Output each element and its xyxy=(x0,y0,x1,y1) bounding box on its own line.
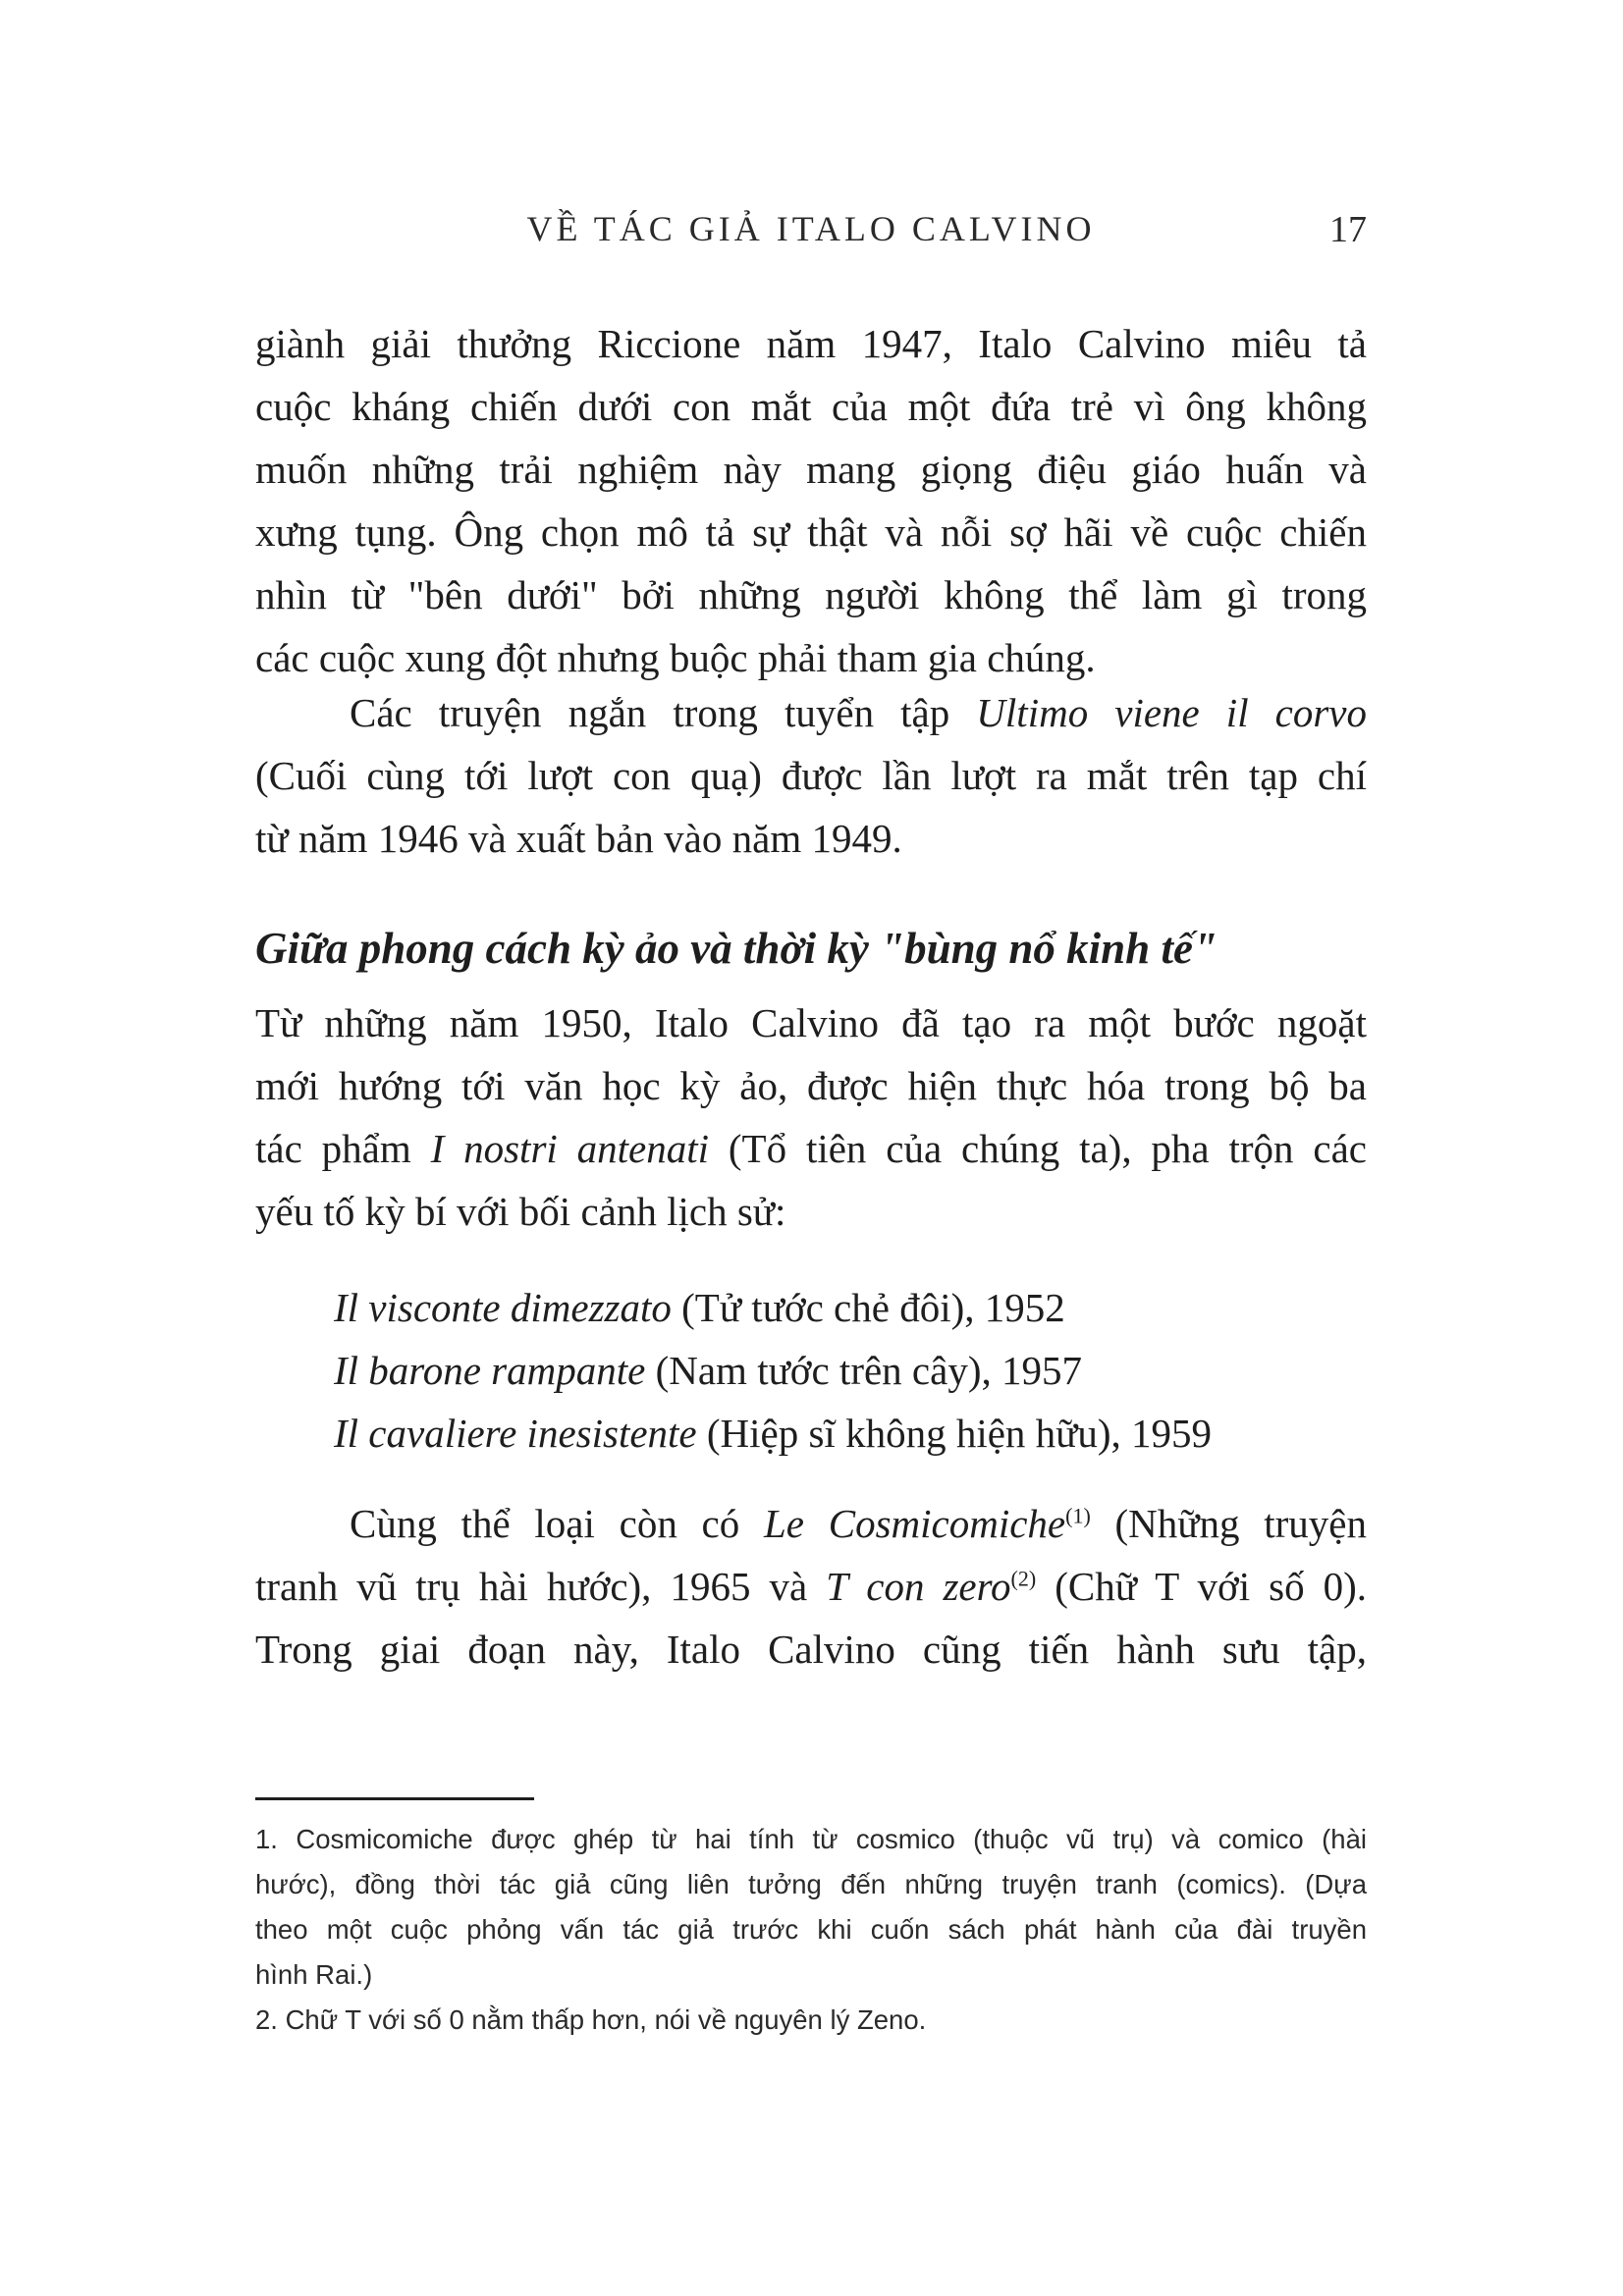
work-title: Il visconte dimezzato xyxy=(334,1285,672,1330)
paragraph-1 xyxy=(255,312,1367,689)
work-item xyxy=(334,1402,1212,1465)
work-title: Il cavaliere inesistente xyxy=(334,1411,697,1456)
footnote-line: 1. Cosmicomiche được ghép từ hai tính từ cosmico (thuộc vũ trụ) và comico (hài xyxy=(255,1824,1367,1854)
footnote-ref[interactable]: (1) xyxy=(1065,1503,1091,1528)
text-line xyxy=(255,681,1367,744)
work-item xyxy=(334,1339,1212,1402)
text-line: yếu tố kỳ bí với bối cảnh lịch sử: xyxy=(255,1189,786,1234)
text-line: Từ những năm 1950, Italo Calvino đã tạo ra một bước ngoặt xyxy=(255,1000,1367,1045)
paragraph-4 xyxy=(255,1492,1367,1681)
text-line: nhìn từ "bên dưới" bởi những người không thể làm gì trong xyxy=(255,572,1367,617)
footnote-line: hước), đồng thời tác giả cũng liên tưởng đến những truyện tranh (comics). (Dựa xyxy=(255,1869,1367,1899)
text-line: (Cuối cùng tới lượt con quạ) được lần lượt ra mắt trên tạp chí xyxy=(255,753,1367,798)
footnotes xyxy=(255,1817,1367,2043)
footnote-line: hình Rai.) xyxy=(255,1959,373,1990)
text-line: từ năm 1946 và xuất bản vào năm 1949. xyxy=(255,816,902,861)
works-list xyxy=(334,1276,1212,1465)
text-line: cuộc kháng chiến dưới con mắt của một đứa trẻ vì ông không xyxy=(255,384,1367,429)
text-line xyxy=(255,1117,1367,1180)
text-line: giành giải thưởng Riccione năm 1947, Italo Calvino miêu tả xyxy=(255,321,1367,366)
book-title: Le Cosmicomiche xyxy=(764,1501,1066,1546)
page-number: 17 xyxy=(1329,209,1367,250)
text-line xyxy=(255,1492,1367,1555)
work-title: Il barone rampante xyxy=(334,1348,646,1393)
text-line: mới hướng tới văn học kỳ ảo, được hiện thực hóa trong bộ ba xyxy=(255,1063,1367,1108)
text-line: muốn những trải nghiệm này mang giọng điệu giáo huấn và xyxy=(255,447,1367,492)
text-line: Trong giai đoạn này, Italo Calvino cũng tiến hành sưu tập, xyxy=(255,1627,1367,1672)
text-line: xưng tụng. Ông chọn mô tả sự thật và nỗi sợ hãi về cuộc chiến xyxy=(255,509,1367,555)
text-run: (Những truyện xyxy=(1090,1501,1367,1546)
text-run: Cùng thể loại còn có xyxy=(350,1501,764,1546)
work-details: (Hiệp sĩ không hiện hữu), 1959 xyxy=(696,1411,1213,1456)
paragraph-3 xyxy=(255,991,1367,1243)
running-header xyxy=(255,208,1367,267)
text-run: (Tổ tiên của chúng ta), pha trộn các xyxy=(709,1126,1367,1171)
text-run: (Chữ T với số 0). xyxy=(1036,1564,1367,1609)
work-details: (Nam tước trên cây), 1957 xyxy=(645,1348,1082,1393)
paragraph-2 xyxy=(255,681,1367,870)
footnote-line: theo một cuộc phỏng vấn tác giả trước khi cuốn sách phát hành của đài truyền xyxy=(255,1914,1367,1945)
footnote-divider xyxy=(255,1797,534,1800)
work-details: (Tử tước chẻ đôi), 1952 xyxy=(671,1285,1065,1330)
text-line: các cuộc xung đột nhưng buộc phải tham gia chúng. xyxy=(255,635,1096,680)
section-heading: Giữa phong cách kỳ ảo và thời kỳ "bùng nổ kinh tế" xyxy=(255,924,1217,973)
work-item xyxy=(334,1276,1212,1339)
text-run: tác phẩm xyxy=(255,1126,431,1171)
text-line xyxy=(255,1555,1367,1618)
book-title: T con zero xyxy=(826,1564,1011,1609)
text-run: Các truyện ngắn trong tuyển tập xyxy=(350,690,977,735)
book-title: I nostri antenati xyxy=(430,1126,710,1171)
running-title: VỀ TÁC GIẢ ITALO CALVINO xyxy=(526,209,1096,248)
text-run: tranh vũ trụ hài hước), 1965 và xyxy=(255,1564,827,1609)
book-title: Ultimo viene il corvo xyxy=(976,690,1367,735)
footnote-ref[interactable]: (2) xyxy=(1010,1566,1037,1591)
footnote-line: 2. Chữ T với số 0 nằm thấp hơn, nói về nguyên lý Zeno. xyxy=(255,2004,927,2035)
